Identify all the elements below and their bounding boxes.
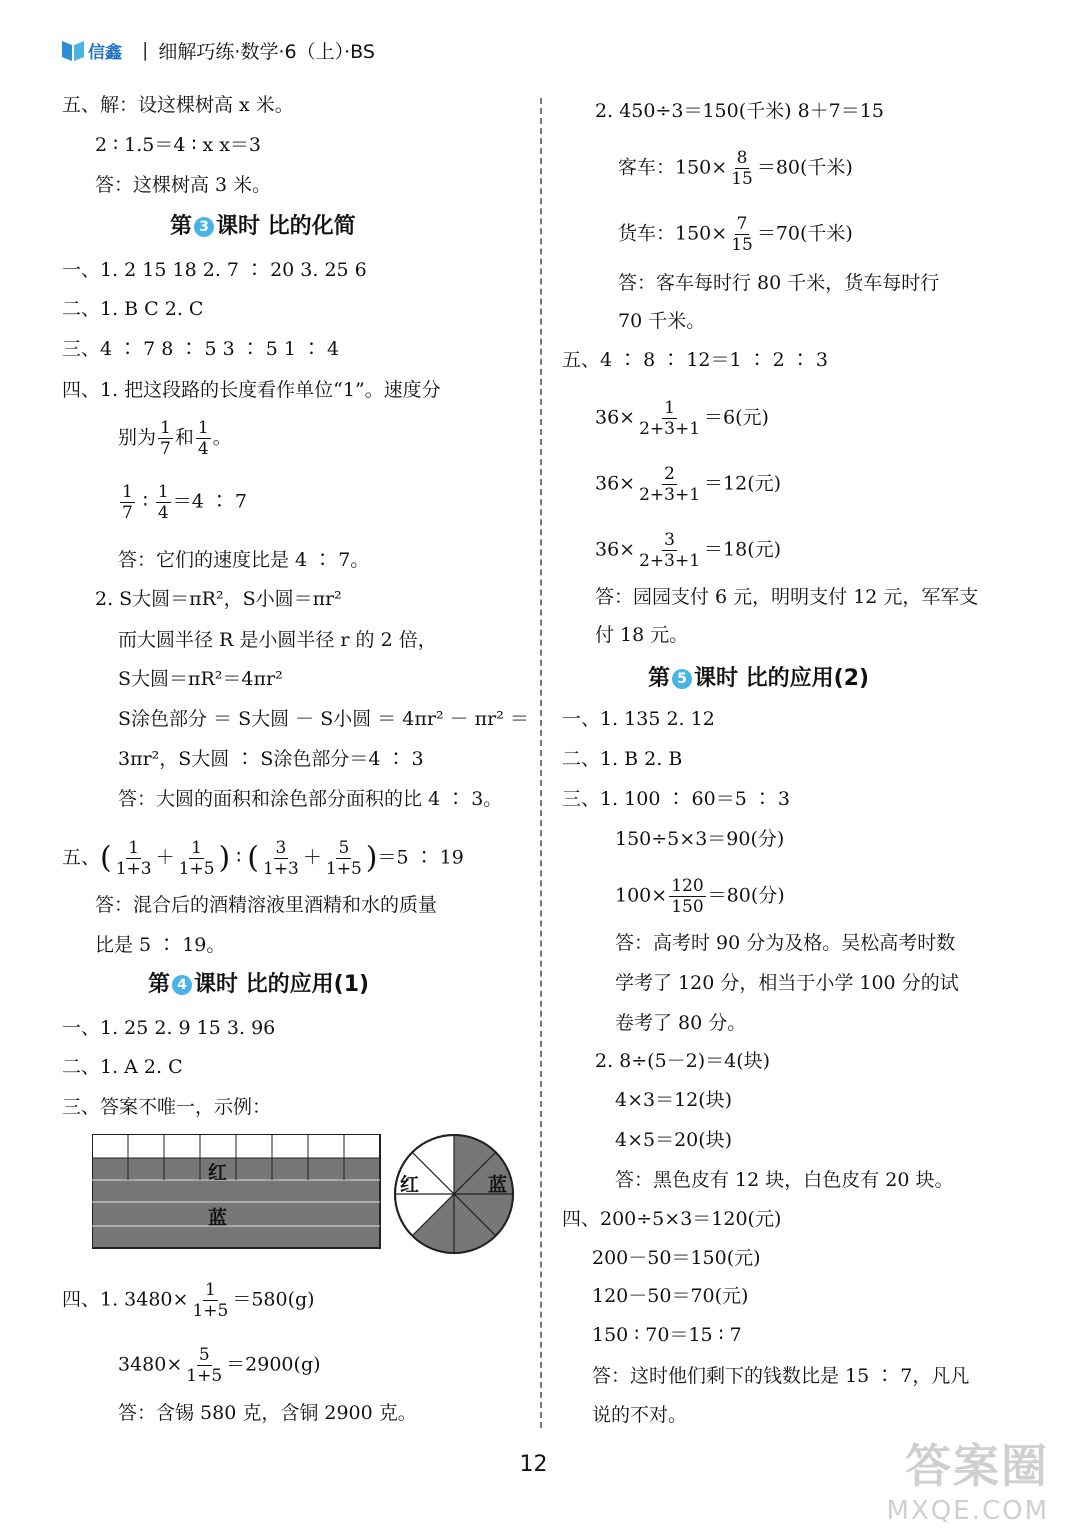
lesson-number-badge: 3	[194, 217, 214, 237]
answer-line: 4×5＝20(块)	[615, 1129, 733, 1151]
answer-line: 3480× $\frac{5}{1+5}$ ＝2900(g)	[118, 1345, 321, 1386]
answer-line: 二、1. A 2. C	[62, 1056, 183, 1078]
answer-line: 一、1. 25 2. 9 15 3. 96	[62, 1017, 276, 1039]
answer-line: 而大圆半径 R 是小圆半径 r 的 2 倍，	[118, 629, 437, 651]
answer-line: 一、1. 135 2. 12	[562, 708, 715, 730]
answer-line: $\frac{1}{7}$ ∶ $\frac{1}{4}$ ＝4 ∶ 7	[122, 482, 247, 523]
answer-line: 150÷5×3＝90(分)	[615, 828, 785, 850]
lesson-number-badge: 5	[672, 669, 692, 689]
answer-line: 200－50＝150(元)	[592, 1247, 761, 1269]
answer-line: 五、( $\frac{1}{1+3}$ ＋ $\frac{1}{1+5}$ ) ∶ ( $\frac{3}{1+3}$ ＋ $\frac{5}{1+5}$ )＝5 ∶ 19	[62, 838, 464, 879]
answer-line: 150 ∶ 70＝15 ∶ 7	[592, 1324, 742, 1346]
answer-line: S涂色部分 ＝ S大圆 － S小圆 ＝ 4πr² － πr² ＝	[118, 708, 529, 730]
answer-line: S大圆＝πR²＝4πr²	[118, 668, 283, 690]
grid-figure	[92, 1134, 382, 1250]
answer-line: 答：含锡 580 克，含铜 2900 克。	[118, 1402, 417, 1424]
book-icon	[60, 37, 86, 63]
grid-label-blue: 蓝	[208, 1207, 228, 1229]
answer-line: 答：它们的速度比是 4 ∶ 7。	[118, 549, 370, 571]
answer-line: 四、1. 3480× $\frac{1}{1+5}$ ＝580(g)	[62, 1280, 315, 1321]
answer-line: 100× $\frac{120}{150}$ ＝80(分)	[615, 876, 785, 917]
answer-line: 卷考了 80 分。	[615, 1012, 747, 1034]
answer-line: 2. 450÷3＝150(千米) 8＋7＝15	[595, 100, 884, 122]
answer-line: 2 ∶ 1.5＝4 ∶ x x＝3	[95, 134, 261, 156]
answer-line: 四、200÷5×3＝120(元)	[562, 1208, 782, 1230]
watermark: 答案圈 MXQE.COM	[886, 1439, 1049, 1526]
answer-line: 答：客车每时行 80 千米，货车每时行	[618, 272, 940, 294]
answer-line: 三、答案不唯一，示例：	[62, 1096, 272, 1118]
book-title: 细解巧练·数学·6（上）·BS	[158, 40, 375, 63]
answer-line: 70 千米。	[618, 310, 706, 332]
pie-label-blue: 蓝	[488, 1174, 508, 1196]
lesson-number-badge: 4	[172, 975, 192, 995]
answer-line: 比是 5 ∶ 19。	[95, 934, 226, 956]
answer-line: 36× $\frac{2}{2+3+1}$ ＝12(元)	[595, 464, 782, 505]
answer-line: 120－50＝70(元)	[592, 1285, 749, 1307]
answer-line: 五、解：设这棵树高 x 米。	[62, 94, 294, 116]
publisher-logo	[60, 37, 122, 63]
answer-line: 学考了 120 分，相当于小学 100 分的试	[615, 972, 959, 994]
answer-line: 二、1. B C 2. C	[62, 298, 204, 320]
answer-line: 答：高考时 90 分为及格。吴松高考时数	[615, 932, 956, 954]
page-number: 12	[519, 1452, 548, 1477]
page-header: 信鑫 | 细解巧练·数学·6（上）·BS	[60, 34, 375, 66]
answer-line: 货车：150× $\frac{7}{15}$ ＝70(千米)	[618, 214, 853, 255]
answer-line: 2. S大圆＝πR²，S小圆＝πr²	[95, 588, 342, 610]
grid-label-red: 红	[208, 1162, 228, 1184]
section-title: 第 4 课时 比的应用(1)	[148, 972, 370, 997]
answer-line: 说的不对。	[592, 1404, 688, 1426]
answer-line: 36× $\frac{3}{2+3+1}$ ＝18(元)	[595, 530, 782, 571]
answer-line: 答：混合后的酒精溶液里酒精和水的质量	[95, 894, 438, 916]
answer-line: 客车：150× $\frac{8}{15}$ ＝80(千米)	[618, 148, 853, 189]
answer-line: 答：这时他们剩下的钱数比是 15 ∶ 7，凡凡	[592, 1365, 970, 1387]
answer-line: 付 18 元。	[595, 624, 689, 646]
answer-line: 二、1. B 2. B	[562, 748, 683, 770]
answer-line: 四、1. 把这段路的长度看作单位“1”。速度分	[62, 379, 441, 401]
section-title: 第 5 课时 比的应用(2)	[648, 666, 870, 691]
answer-line: 五、4 ∶ 8 ∶ 12＝1 ∶ 2 ∶ 3	[562, 349, 828, 371]
answer-line: 别为 $\frac{1}{7}$ 和 $\frac{1}{4}$ 。	[118, 418, 232, 459]
answer-line: 三、1. 100 ∶ 60＝5 ∶ 3	[562, 788, 790, 810]
answer-line: 4×3＝12(块)	[615, 1089, 733, 1111]
brand-name: 信鑫	[88, 42, 122, 63]
answer-line: 答：园园支付 6 元，明明支付 12 元，军军支	[595, 586, 979, 608]
answer-line: 答：大圆的面积和涂色部分面积的比 4 ∶ 3。	[118, 788, 503, 810]
answer-line: 一、1. 2 15 18 2. 7 ∶ 20 3. 25 6	[62, 259, 367, 281]
answer-line: 36× $\frac{1}{2+3+1}$ ＝6(元)	[595, 398, 769, 439]
answer-line: 三、4 ∶ 7 8 ∶ 5 3 ∶ 5 1 ∶ 4	[62, 338, 340, 360]
section-title: 第 3 课时 比的化简	[170, 214, 356, 239]
answer-line: 答：黑色皮有 12 块，白色皮有 20 块。	[615, 1169, 954, 1191]
pie-label-red: 红	[400, 1174, 420, 1196]
answer-line: 2. 8÷(5－2)＝4(块)	[595, 1050, 771, 1072]
answer-line: 3πr²，S大圆 ∶ S涂色部分＝4 ∶ 3	[118, 748, 424, 770]
column-divider	[540, 98, 542, 1428]
answer-line: 答：这棵树高 3 米。	[95, 174, 272, 196]
